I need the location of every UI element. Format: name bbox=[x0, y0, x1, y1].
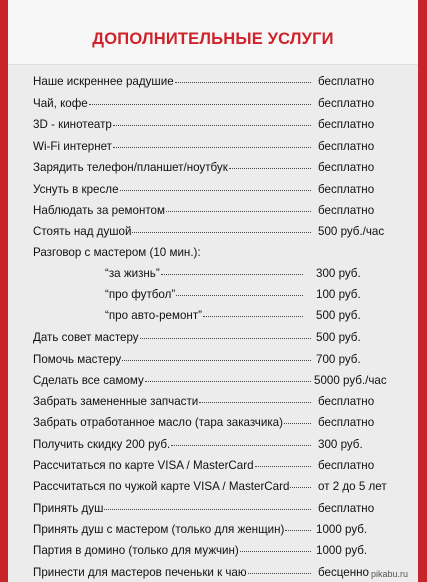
service-name: Дать совет мастеру bbox=[33, 331, 139, 344]
service-price: 5000 руб./час bbox=[314, 374, 387, 387]
service-name: Рассчитаться по карте VISA / MasterCard bbox=[33, 459, 254, 472]
service-price: бесплатно bbox=[318, 502, 375, 515]
service-price: 100 руб. bbox=[316, 288, 361, 301]
leader-dots bbox=[285, 529, 311, 531]
service-name: Уснуть в кресле bbox=[33, 183, 119, 196]
service-name: Принять душ bbox=[33, 502, 104, 515]
service-price: 500 руб./час bbox=[318, 225, 385, 238]
leader-dots bbox=[240, 550, 311, 552]
service-row bbox=[33, 140, 375, 153]
leader-dots bbox=[171, 444, 311, 446]
service-row bbox=[33, 225, 385, 238]
service-subrow bbox=[105, 288, 361, 301]
service-price: бесплатно bbox=[318, 75, 375, 88]
service-row bbox=[33, 523, 368, 536]
service-name: Рассчитаться по чужой карте VISA / MasterCard bbox=[33, 480, 290, 493]
service-name: Наше искреннее радушие bbox=[33, 75, 174, 88]
service-name: Партия в домино (только для мужчин) bbox=[33, 544, 239, 557]
leader-dots bbox=[89, 103, 311, 105]
service-name: Чай, кофе bbox=[33, 97, 88, 110]
service-row bbox=[33, 502, 375, 515]
service-row bbox=[33, 118, 375, 131]
service-name: Забрать отработанное масло (тара заказчика) bbox=[33, 416, 283, 429]
service-name: Разговор с мастером (10 мин.): bbox=[33, 246, 201, 259]
service-row bbox=[33, 97, 375, 110]
service-name: 3D - кинотеатр bbox=[33, 118, 112, 131]
service-price: бесплатно bbox=[318, 459, 375, 472]
leader-dots bbox=[120, 189, 311, 191]
leader-dots bbox=[229, 167, 311, 169]
service-subrow bbox=[105, 267, 361, 280]
service-group-heading bbox=[33, 246, 313, 259]
leader-dots bbox=[113, 146, 311, 148]
service-name: “про авто-ремонт” bbox=[105, 309, 202, 322]
service-row bbox=[33, 374, 387, 387]
service-row bbox=[33, 161, 375, 174]
watermark: pikabu.ru bbox=[370, 569, 408, 579]
service-price: бесплатно bbox=[318, 204, 375, 217]
service-row bbox=[33, 395, 375, 408]
service-name: Помочь мастеру bbox=[33, 353, 122, 366]
service-row bbox=[33, 353, 361, 366]
leader-dots bbox=[203, 315, 303, 317]
leader-dots bbox=[255, 465, 311, 467]
service-name: Получить скидку 200 руб. bbox=[33, 438, 171, 451]
service-row bbox=[33, 459, 375, 472]
service-row bbox=[33, 204, 375, 217]
service-price: бесценно bbox=[318, 566, 369, 579]
service-row bbox=[33, 480, 387, 493]
service-price: от 2 до 5 лет bbox=[318, 480, 387, 493]
service-name: Принести для мастеров печеньки к чаю bbox=[33, 566, 247, 579]
service-price: бесплатно bbox=[318, 183, 375, 196]
leader-dots bbox=[248, 572, 311, 574]
service-name: “за жизнь” bbox=[105, 267, 160, 280]
service-name: Принять душ с мастером (только для женщин) bbox=[33, 523, 285, 536]
service-row bbox=[33, 331, 361, 344]
service-subrow bbox=[105, 309, 361, 322]
service-row bbox=[33, 438, 363, 451]
leader-dots bbox=[132, 231, 311, 233]
service-price: 300 руб. bbox=[316, 267, 361, 280]
service-price: 700 руб. bbox=[316, 353, 361, 366]
service-name: Наблюдать за ремонтом bbox=[33, 204, 165, 217]
leader-dots bbox=[113, 124, 311, 126]
leader-dots bbox=[140, 337, 311, 339]
service-price: бесплатно bbox=[318, 97, 375, 110]
leader-dots bbox=[284, 422, 311, 424]
service-row bbox=[33, 544, 368, 557]
service-price: бесплатно bbox=[318, 416, 375, 429]
leader-dots bbox=[161, 273, 303, 275]
service-row bbox=[33, 566, 369, 579]
price-list-sheet bbox=[8, 0, 418, 582]
leader-dots bbox=[122, 359, 311, 361]
service-name: Wi-Fi интернет bbox=[33, 140, 112, 153]
service-name: Сделать все самому bbox=[33, 374, 144, 387]
service-name: Стоять над душой bbox=[33, 225, 132, 238]
service-price: бесплатно bbox=[318, 140, 375, 153]
service-price: бесплатно bbox=[318, 118, 375, 131]
service-name: Зарядить телефон/планшет/ноутбук bbox=[33, 161, 228, 174]
service-price: 500 руб. bbox=[316, 309, 361, 322]
service-name: Забрать замененные запчасти bbox=[33, 395, 199, 408]
service-row bbox=[33, 416, 375, 429]
service-row bbox=[33, 183, 375, 196]
service-name: “про футбол” bbox=[105, 288, 176, 301]
service-price: 500 руб. bbox=[316, 331, 361, 344]
service-row bbox=[33, 75, 375, 88]
leader-dots bbox=[199, 401, 311, 403]
service-price: 300 руб. bbox=[318, 438, 363, 451]
leader-dots bbox=[176, 294, 303, 296]
leader-dots bbox=[175, 81, 311, 83]
service-price: 1000 руб. bbox=[316, 523, 368, 536]
leader-dots bbox=[145, 380, 311, 382]
service-price: 1000 руб. bbox=[316, 544, 368, 557]
leader-dots bbox=[290, 486, 311, 488]
service-price: бесплатно bbox=[318, 161, 375, 174]
page-title: ДОПОЛНИТЕЛЬНЫЕ УСЛУГИ bbox=[92, 30, 334, 48]
service-price: бесплатно bbox=[318, 395, 375, 408]
leader-dots bbox=[166, 210, 311, 212]
leader-dots bbox=[104, 508, 311, 510]
header-band bbox=[8, 0, 418, 65]
